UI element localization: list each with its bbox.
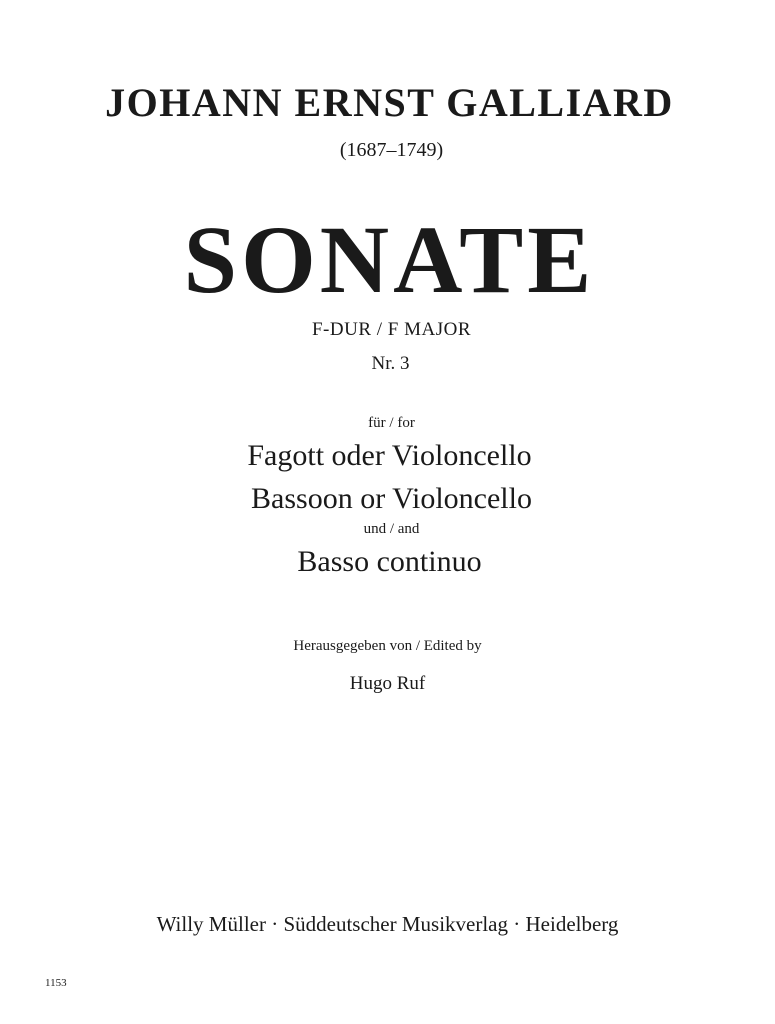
and-label: und / and	[363, 521, 420, 537]
composer-name: JOHANN ERNST GALLIARD	[105, 80, 674, 125]
instrumentation-english: Bassoon or Violoncello	[251, 482, 532, 515]
publisher-line: Willy Müller · Süddeutscher Musikverlag · Heidelberg	[156, 912, 619, 936]
work-title: SONATE	[183, 206, 596, 313]
edited-by-label: Herausgegeben von / Edited by	[293, 638, 482, 654]
plate-number: 1153	[45, 977, 67, 989]
editor-name: Hugo Ruf	[349, 673, 426, 694]
for-label: für / for	[368, 415, 415, 431]
continuo-label: Basso continuo	[297, 545, 482, 578]
work-key: F-DUR / F MAJOR	[311, 319, 471, 340]
work-number: Nr. 3	[371, 353, 410, 374]
composer-dates: (1687–1749)	[339, 139, 444, 161]
instrumentation-german: Fagott oder Violoncello	[247, 439, 532, 472]
